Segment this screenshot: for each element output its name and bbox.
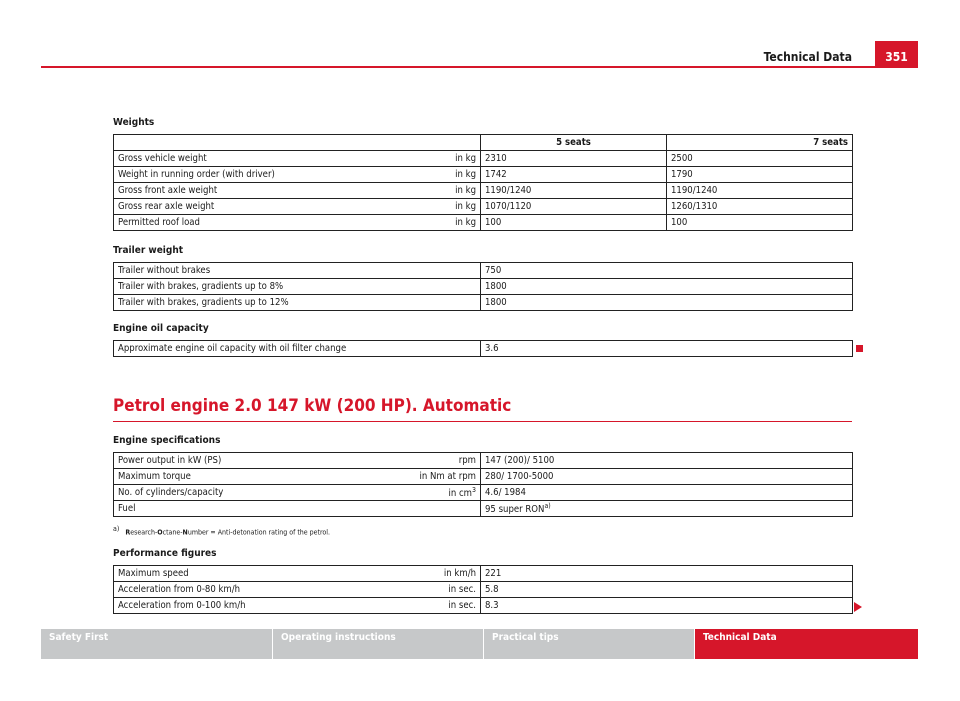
engine-table — [113, 452, 853, 517]
continue-arrow-icon — [854, 602, 862, 612]
table-row: No. of cylinders/capacity in $cm^3$ 4.6/ 1984 — [114, 485, 853, 501]
oil-table — [113, 340, 853, 357]
footnote: $^{a)}$ Research-Octane-Number = Anti-detonation rating of the petrol. — [113, 525, 331, 537]
trailer-table — [113, 262, 853, 311]
table-row: Gross front axle weight in kg 1190/1240 1190/1240 — [114, 183, 853, 199]
tab-safety-first[interactable]: Safety First — [41, 629, 272, 659]
tab-practical-tips[interactable]: Practical tips — [484, 629, 694, 659]
table-row: Gross vehicle weight in kg 2310 2500 — [114, 151, 853, 167]
performance-figures-label: Performance figures — [113, 548, 217, 559]
table-row: Acceleration from 0-80 km/h in sec. 5.8 — [114, 582, 853, 598]
column-header: 5 seats — [481, 135, 667, 151]
table-header-row — [114, 135, 853, 151]
table-row: Maximum speed in km/h 221 — [114, 566, 853, 582]
table-row: Trailer without brakes 750 — [114, 263, 853, 279]
weights-table — [113, 134, 853, 231]
table-row: Maximum torque in Nm at rpm 280/ 1700-5000 — [114, 469, 853, 485]
header-rule — [41, 66, 918, 68]
weights-label: Weights — [113, 117, 155, 128]
table-row: Permitted roof load in kg 100 100 — [114, 215, 853, 231]
running-header-title: Technical Data — [763, 50, 852, 64]
trailer-weight-label: Trailer weight — [113, 245, 184, 256]
table-row: Trailer with brakes, gradients up to 12% 1800 — [114, 295, 853, 311]
table-row: Fuel 95 super RON$^{a)}$ — [114, 501, 853, 517]
tab-operating-instructions[interactable]: Operating instructions — [273, 629, 483, 659]
page-number: 351 — [875, 41, 918, 67]
section-rule — [113, 421, 852, 422]
table-row: Approximate engine oil capacity with oil filter change 3.6 — [114, 341, 853, 357]
performance-table — [113, 565, 853, 614]
table-row: Acceleration from 0-100 km/h in sec. 8.3 — [114, 598, 853, 614]
section-title: Petrol engine 2.0 147 kW (200 HP). Automatic — [113, 396, 512, 416]
table-row: Weight in running order (with driver) in kg 1742 1790 — [114, 167, 853, 183]
end-of-section-icon — [856, 345, 863, 352]
engine-specifications-label: Engine specifications — [113, 435, 221, 446]
table-row: Power output in kW (PS) rpm 147 (200)/ 5100 — [114, 453, 853, 469]
tab-technical-data[interactable]: Technical Data — [695, 629, 918, 659]
engine-oil-label: Engine oil capacity — [113, 323, 209, 334]
table-row: Gross rear axle weight in kg 1070/1120 1260/1310 — [114, 199, 853, 215]
table-row: Trailer with brakes, gradients up to 8% 1800 — [114, 279, 853, 295]
column-header: 7 seats — [667, 135, 853, 151]
